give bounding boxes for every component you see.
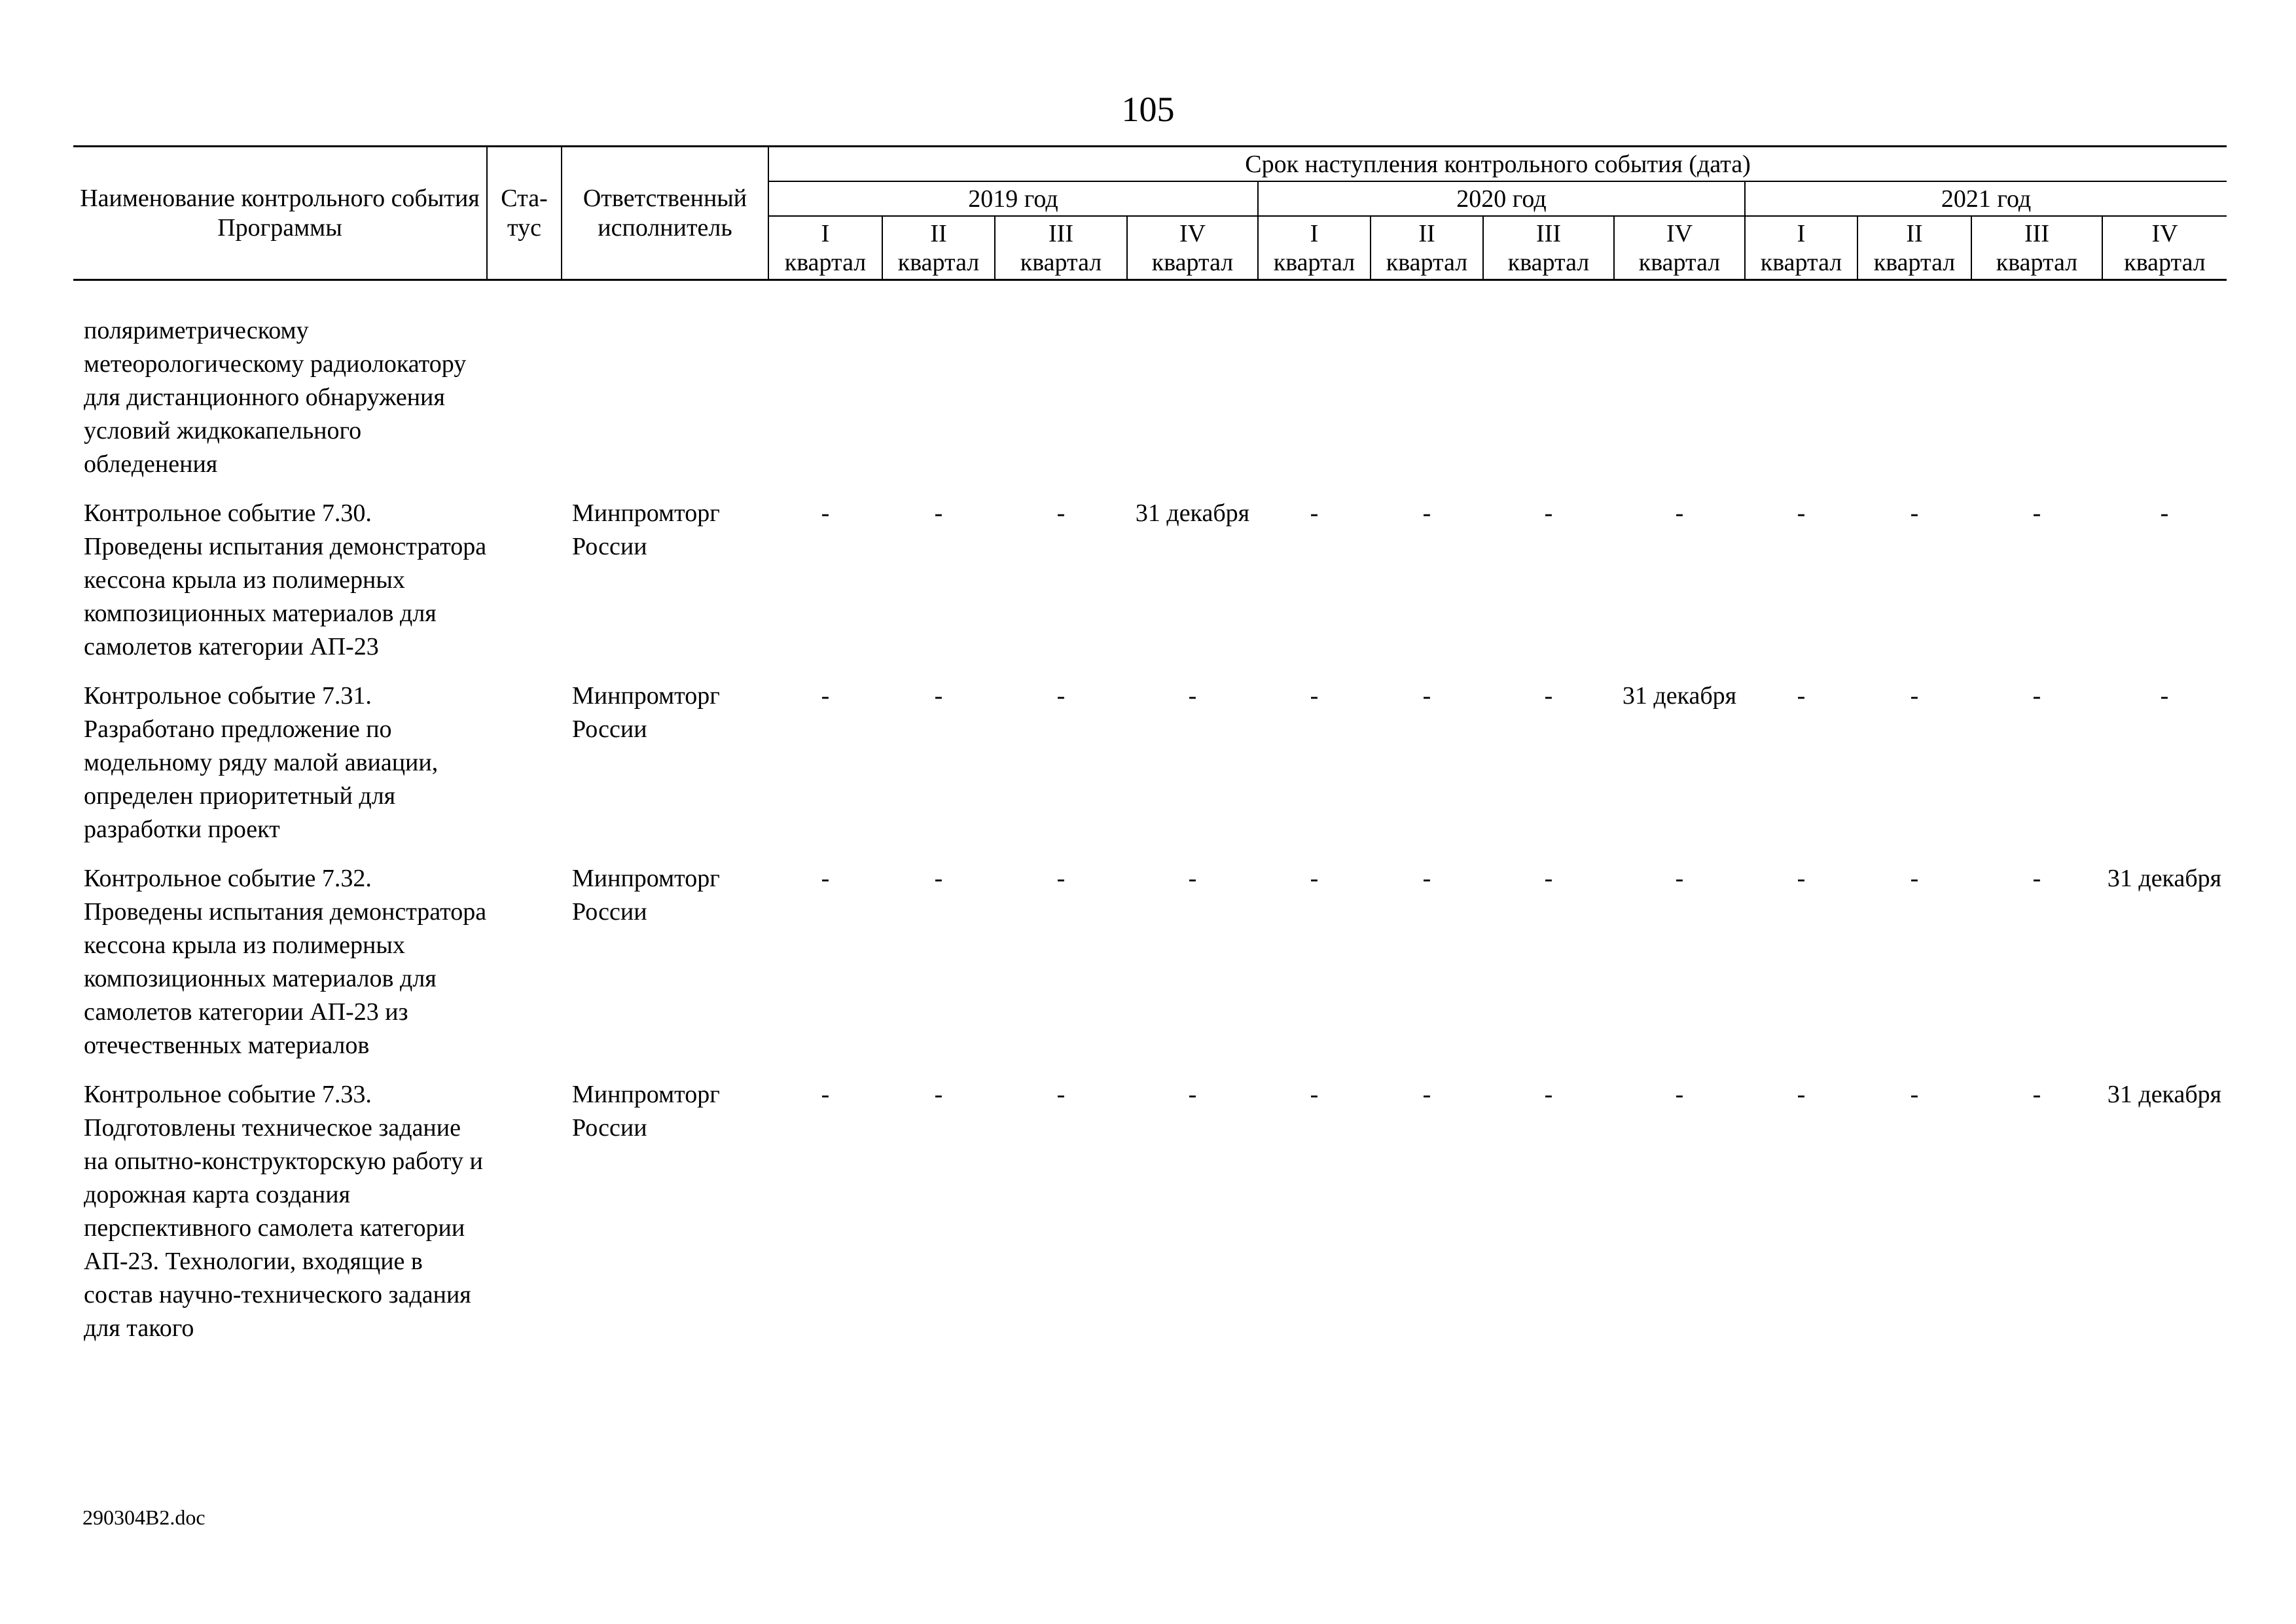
event-status <box>487 862 562 1078</box>
quarter-number: II <box>1418 219 1435 247</box>
event-status <box>487 314 562 497</box>
quarter-deadline-cell: - <box>1422 1081 1431 1108</box>
quarter-word: квартал <box>1638 249 1721 277</box>
quarter-word: квартал <box>897 249 980 277</box>
event-name: Контрольное событие 7.31. Разработано предложение по модельному ряду малой авиации, определен приоритетный для разработки проект <box>84 682 439 843</box>
quarter-deadline-cell: - <box>1910 865 1919 892</box>
quarter-deadline-cell <box>1371 314 1483 497</box>
quarter-deadline-cell: - <box>1910 682 1919 710</box>
quarter-deadline-cell: - <box>1797 499 1806 527</box>
header-year-2021: 2021 год <box>1745 181 2227 216</box>
quarter-deadline-cell: - <box>1544 865 1553 892</box>
quarter-number: IV <box>1666 219 1693 247</box>
header-quarter <box>2102 216 2227 280</box>
quarter-word: квартал <box>1151 249 1234 277</box>
header-quarter <box>1971 216 2102 280</box>
quarter-deadline-cell: - <box>1675 499 1684 527</box>
quarter-deadline-cell: 31 декабря <box>1622 682 1737 710</box>
quarter-word: квартал <box>1020 249 1102 277</box>
quarter-number: IV <box>2151 219 2178 247</box>
header-deadline-title: Срок наступления контрольного события (дата) <box>768 147 2227 181</box>
quarter-number: III <box>1536 219 1561 247</box>
quarter-deadline-cell <box>1971 314 2102 497</box>
quarter-deadline-cell: - <box>2032 865 2041 892</box>
header-quarter <box>1258 216 1371 280</box>
quarter-word: квартал <box>1507 249 1590 277</box>
quarter-number: I <box>1797 219 1806 247</box>
quarter-deadline-cell: - <box>1310 499 1319 527</box>
quarter-deadline-cell: - <box>1188 1081 1197 1108</box>
quarter-deadline-cell: - <box>1188 865 1197 892</box>
footer-filename: 290304В2.doc <box>82 1506 206 1529</box>
event-status <box>487 497 562 679</box>
quarter-deadline-cell: - <box>1544 499 1553 527</box>
page-number: 105 <box>1121 90 1175 129</box>
header-quarter <box>1745 216 1857 280</box>
quarter-deadline-cell: - <box>821 682 830 710</box>
quarter-deadline-cell: - <box>1422 499 1431 527</box>
quarter-deadline-cell <box>1483 314 1614 497</box>
header-quarter <box>768 216 882 280</box>
quarter-deadline-cell: - <box>1910 499 1919 527</box>
quarter-word: квартал <box>784 249 867 277</box>
quarter-deadline-cell: - <box>821 1081 830 1108</box>
quarter-deadline-cell: - <box>1797 865 1806 892</box>
quarter-deadline-cell: 31 декабря <box>2107 865 2222 892</box>
header-quarter <box>882 216 995 280</box>
quarter-deadline-cell <box>1258 314 1371 497</box>
quarter-word: квартал <box>2124 249 2206 277</box>
quarter-deadline-cell <box>1745 314 1857 497</box>
quarter-deadline-cell <box>882 314 995 497</box>
quarter-deadline-cell: - <box>1188 682 1197 710</box>
quarter-deadline-cell: - <box>934 682 943 710</box>
header-quarter <box>1371 216 1483 280</box>
quarter-deadline-cell: - <box>2032 682 2041 710</box>
quarter-deadline-cell <box>1614 314 1745 497</box>
event-responsible: Минпромторг России <box>572 865 720 926</box>
quarter-deadline-cell: - <box>2160 499 2169 527</box>
quarter-deadline-cell: - <box>2160 682 2169 710</box>
quarter-deadline-cell: - <box>1056 682 1066 710</box>
quarter-deadline-cell: - <box>934 1081 943 1108</box>
quarter-number: I <box>821 219 830 247</box>
quarter-deadline-cell <box>2102 314 2227 497</box>
table-row <box>73 497 2227 679</box>
quarter-number: II <box>930 219 947 247</box>
event-responsible <box>562 314 768 497</box>
header-year-2019: 2019 год <box>768 181 1258 216</box>
quarter-word: квартал <box>1873 249 1956 277</box>
quarter-word: квартал <box>1996 249 2078 277</box>
header-responsible-column: Ответственный исполнитель <box>562 147 768 280</box>
quarter-number: III <box>2024 219 2049 247</box>
quarter-number: I <box>1310 219 1319 247</box>
table-row <box>73 679 2227 862</box>
quarter-deadline-cell: - <box>1675 865 1684 892</box>
quarter-deadline-cell: - <box>1422 865 1431 892</box>
quarter-deadline-cell: - <box>1056 865 1066 892</box>
table-header <box>73 145 2227 281</box>
quarter-deadline-cell: - <box>1310 682 1319 710</box>
quarter-deadline-cell: - <box>934 499 943 527</box>
table-row <box>73 314 2227 497</box>
header-quarter <box>1483 216 1614 280</box>
header-name-column: Наименование контрольного события Программы <box>73 147 487 280</box>
quarter-deadline-cell: - <box>1910 1081 1919 1108</box>
quarter-deadline-cell: - <box>1422 682 1431 710</box>
quarter-deadline-cell <box>768 314 882 497</box>
quarter-deadline-cell: - <box>821 499 830 527</box>
quarter-deadline-cell: - <box>1675 1081 1684 1108</box>
header-quarter <box>1614 216 1745 280</box>
quarter-deadline-cell: 31 декабря <box>2107 1081 2222 1108</box>
table-row <box>73 862 2227 1078</box>
event-responsible: Минпромторг России <box>572 499 720 560</box>
quarter-deadline-cell: - <box>821 865 830 892</box>
header-quarter <box>1857 216 1971 280</box>
quarter-number: IV <box>1179 219 1206 247</box>
quarter-deadline-cell: - <box>1310 1081 1319 1108</box>
event-responsible: Минпромторг России <box>572 682 720 743</box>
quarter-deadline-cell <box>1127 314 1258 497</box>
header-quarter <box>1127 216 1258 280</box>
event-status <box>487 1078 562 1361</box>
header-status-column: Ста-тус <box>487 147 562 280</box>
event-name: поляриметрическому метеорологическому радиолокатору для дистанционного обнаружения условий жидкокапельного обледенения <box>84 317 467 478</box>
event-name: Контрольное событие 7.30. Проведены испытания демонстратора кессона крыла из полимерных композиционных материалов для самолетов категории АП-23 <box>84 499 487 660</box>
table-body <box>73 314 2227 1361</box>
quarter-deadline-cell: - <box>2032 499 2041 527</box>
event-responsible: Минпромторг России <box>572 1081 720 1142</box>
quarter-deadline-cell: - <box>934 865 943 892</box>
quarter-deadline-cell <box>1857 314 1971 497</box>
quarter-deadline-cell: - <box>1544 682 1553 710</box>
quarter-deadline-cell: - <box>2032 1081 2041 1108</box>
quarter-number: II <box>1906 219 1923 247</box>
quarter-deadline-cell: - <box>1056 499 1066 527</box>
table-row <box>73 1078 2227 1361</box>
quarter-deadline-cell: 31 декабря <box>1135 499 1250 527</box>
quarter-deadline-cell: - <box>1797 682 1806 710</box>
quarter-deadline-cell: - <box>1056 1081 1066 1108</box>
quarter-word: квартал <box>1273 249 1355 277</box>
header-year-2020: 2020 год <box>1258 181 1745 216</box>
quarter-deadline-cell: - <box>1797 1081 1806 1108</box>
quarter-number: III <box>1049 219 1073 247</box>
event-status <box>487 679 562 862</box>
quarter-word: квартал <box>1760 249 1842 277</box>
header-quarter <box>995 216 1127 280</box>
quarter-deadline-cell: - <box>1544 1081 1553 1108</box>
quarter-word: квартал <box>1386 249 1468 277</box>
event-name: Контрольное событие 7.33. Подготовлены техническое задание на опытно-конструкторскую работу и дорожная карта создания перспективного самолета категории АП-23. Технологии, входящие в состав научно-технического задания для такого <box>84 1081 483 1342</box>
quarter-deadline-cell: - <box>1310 865 1319 892</box>
event-name: Контрольное событие 7.32. Проведены испытания демонстратора кессона крыла из полимерных композиционных материалов для самолетов категории АП-23 из отечественных материалов <box>84 865 487 1059</box>
quarter-deadline-cell <box>995 314 1127 497</box>
